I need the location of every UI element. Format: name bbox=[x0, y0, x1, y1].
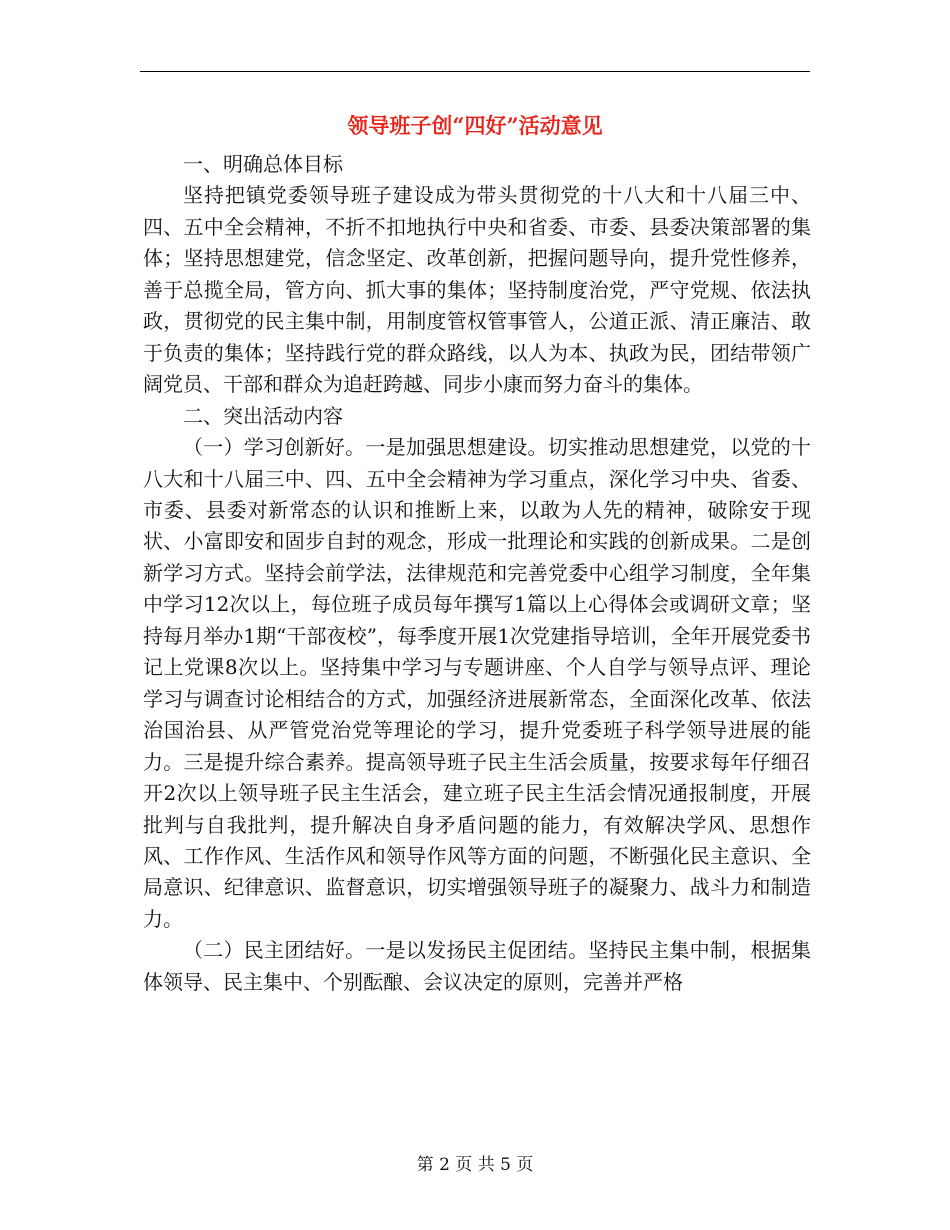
document-title: 领导班子创“四好”活动意见 bbox=[347, 113, 603, 138]
paragraph-democratic-unity: （二）民主团结好。一是以发扬民主促团结。坚持民主集中制，根据集体领导、民主集中、个别酝酿、会议决定的原则，完善并严格 bbox=[143, 938, 811, 994]
section-heading-goal: 一、明确总体目标 bbox=[183, 152, 343, 176]
document-body bbox=[143, 149, 811, 998]
section-heading-content: 二、突出活动内容 bbox=[183, 403, 343, 428]
paragraph-study-innovation: （一）学习创新好。一是加强思想建设。切实推动思想建党，以党的十八大和十八届三中、四、五中全会精神为学习重点，深化学习中央、省委、市委、县委对新常态的认识和推断上来，以敢为人先的精神，破除安于现状、小富即安和固步自封的观念，形成一批理论和实践的创新成果。二是创新学习方式。坚持会前学法，法律规范和完善党委中心组学习制度，全年集中学习12次以上，每位班子成员每年撰写1篇以上心得体会或调研文章；坚持每月举办1期“干部夜校”，每季度开展1次党建指导培训，全年开展党委书记上党课8次以上。坚持集中学习与专题讲座、个人自学与领导点评、理论学习与调查讨论相结合的方式，加强经济进展新常态，全面深化改革、依法治国治县、从严管党治党等理论的学习，提升党委班子科学领导进展的能力。三是提升综合素养。提高领导班子民主生活会质量，按要求每年仔细召开2次以上领导班子民主生活会，建立班子民主生活会情况通报制度，开展批判与自我批判，提升解决自身矛盾问题的能力，有效解决学风、思想作风、工作作风、生活作风和领导作风等方面的问题，不断强化民主意识、全局意识、纪律意识、监督意识，切实增强领导班子的凝聚力、战斗力和制造力。 bbox=[143, 435, 811, 931]
header-rule bbox=[140, 71, 810, 72]
paragraph-goal: 坚持把镇党委领导班子建设成为带头贯彻党的十八大和十八届三中、四、五中全会精神，不折不扣地执行中央和省委、市委、县委决策部署的集体；坚持思想建党，信念坚定、改革创新，把握问题导向，提升党性修养，善于总揽全局，管方向、抓大事的集体；坚持制度治党，严守党规、依法执政，贯彻党的民主集中制，用制度管权管事管人，公道正派、清正廉洁、敢于负责的集体；坚持践行党的群众路线，以人为本、执政为民，团结带领广阔党员、干部和群众为追赶跨越、同步小康而努力奋斗的集体。 bbox=[143, 183, 811, 397]
page-footer: 第 2 页 共 5 页 bbox=[416, 1155, 534, 1175]
